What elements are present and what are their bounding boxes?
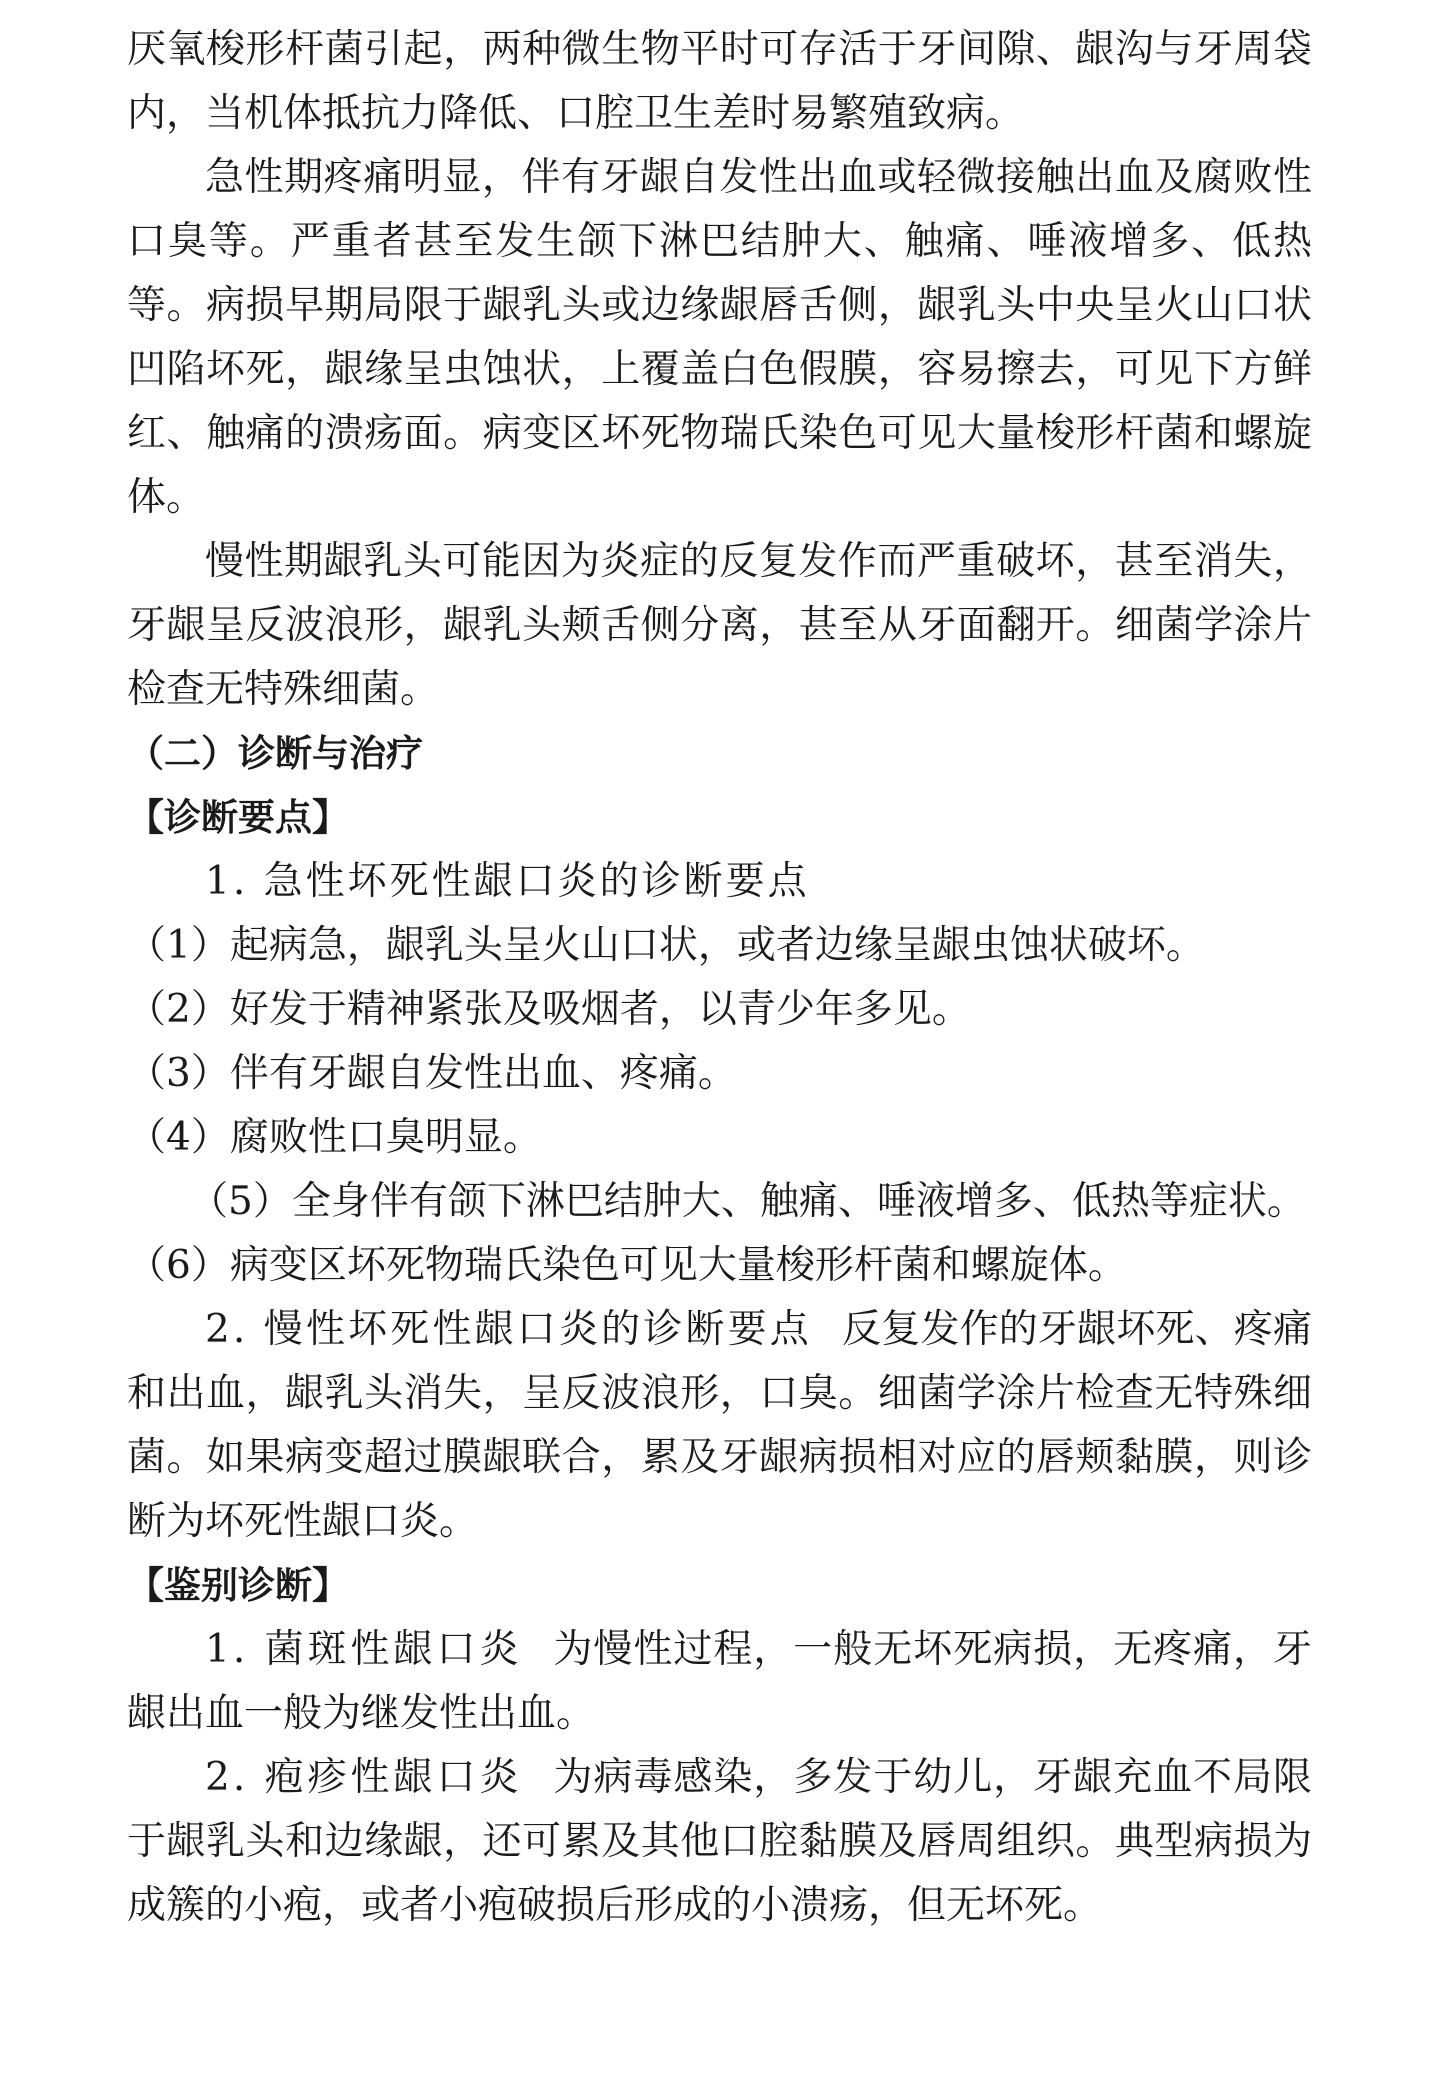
acute-item-3: （3）伴有牙龈自发性出血、疼痛。 bbox=[127, 1051, 737, 1096]
acute-item-4: （4）腐败性口臭明显。 bbox=[127, 1115, 542, 1160]
section-heading-diagnosis-treatment: （二）诊断与治疗 bbox=[127, 732, 423, 775]
differential-paragraph-plaque bbox=[127, 1618, 1312, 1746]
paragraph-chronic-phase: 慢性期龈乳头可能因为炎症的反复发作而严重破坏，甚至消失，牙龈呈反波浪形，龈乳头颊舌侧分离，甚至从牙面翻开。细菌学涂片检查无特殊细菌。 bbox=[127, 539, 1312, 712]
differential-title-plaque: 1. 菌斑性龈口炎 bbox=[205, 1627, 523, 1672]
differential-title-herpetic: 2. 疱疹性龈口炎 bbox=[205, 1755, 523, 1800]
differential-paragraph-herpetic bbox=[127, 1746, 1312, 1938]
chronic-diagnosis-text: 反复发作的牙龈坏死、疼痛和出血，龈乳头消失，呈反波浪形，口臭。细菌学涂片检查无特殊细菌。如果病变超过膜龈联合，累及牙龈病损相对应的唇颊黏膜，则诊断为坏死性龈口炎。 bbox=[127, 1307, 1312, 1544]
subheading-differential-diagnosis: 【鉴别诊断】 bbox=[127, 1564, 349, 1607]
acute-item-5: （5）全身伴有颌下淋巴结肿大、触痛、唾液增多、低热等症状。 bbox=[189, 1179, 1306, 1224]
paragraph-cause: 厌氧梭形杆菌引起，两种微生物平时可存活于牙间隙、龈沟与牙周袋内，当机体抵抗力降低、口腔卫生差时易繁殖致病。 bbox=[127, 27, 1312, 136]
chronic-diagnosis-title: 2. 慢性坏死性龈口炎的诊断要点 bbox=[205, 1307, 812, 1352]
acute-item-6: （6）病变区坏死物瑞氏染色可见大量梭形杆菌和螺旋体。 bbox=[127, 1243, 1127, 1288]
subheading-diagnosis-points: 【诊断要点】 bbox=[127, 796, 349, 839]
document-body bbox=[127, 18, 1312, 1938]
differential-text-plaque: 为慢性过程，一般无坏死病损，无疼痛，牙龈出血一般为继发性出血。 bbox=[127, 1627, 1312, 1736]
acute-item-2: （2）好发于精神紧张及吸烟者，以青少年多见。 bbox=[127, 987, 971, 1032]
paragraph-acute-phase: 急性期疼痛明显，伴有牙龈自发性出血或轻微接触出血及腐败性口臭等。严重者甚至发生颌下淋巴结肿大、触痛、唾液增多、低热等。病损早期局限于龈乳头或边缘龈唇舌侧，龈乳头中央呈火山口状凹陷坏死，龈缘呈虫蚀状，上覆盖白色假膜，容易擦去，可见下方鲜红、触痛的溃疡面。病变区坏死物瑞氏染色可见大量梭形杆菌和螺旋体。 bbox=[127, 155, 1312, 520]
acute-item-1: （1）起病急，龈乳头呈火山口状，或者边缘呈龈虫蚀状破坏。 bbox=[127, 923, 1205, 968]
acute-diagnosis-title: 1. 急性坏死性龈口炎的诊断要点 bbox=[205, 859, 810, 904]
differential-text-herpetic: 为病毒感染，多发于幼儿，牙龈充血不局限于龈乳头和边缘龈，还可累及其他口腔黏膜及唇周组织。典型病损为成簇的小疱，或者小疱破损后形成的小溃疡，但无坏死。 bbox=[127, 1755, 1312, 1928]
chronic-diagnosis-paragraph bbox=[127, 1298, 1312, 1554]
